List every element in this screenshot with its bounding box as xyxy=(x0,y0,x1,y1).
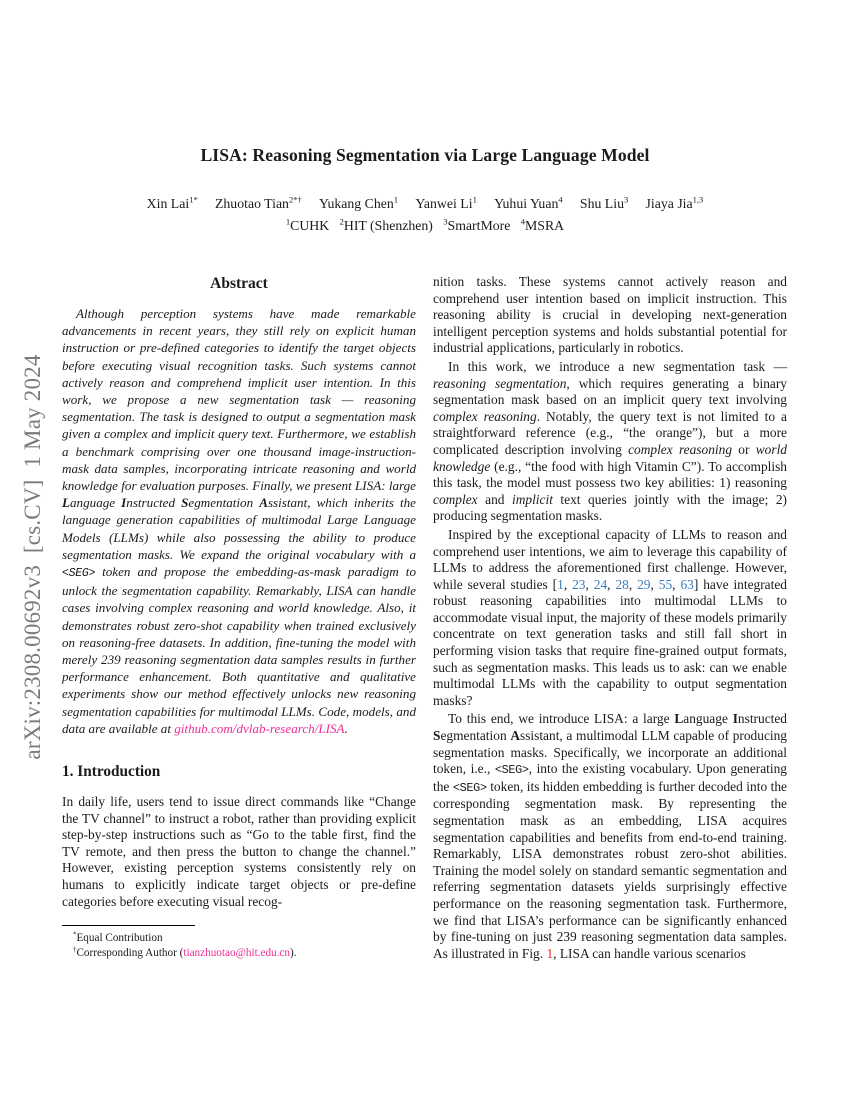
paper-header xyxy=(0,0,850,234)
text-run: token and propose the embedding-as-mask paradigm to unlock the segmentation capability. Remarkably, LISA can handle cases involving complex reasoning and world knowledge. Also, it demonstrates robust zero-shot capability when trained exclusively on reasoning-free datasets. In addition, fine-tuning the model with merely 239 reasoning segmentation data samples results in further performance enhancement. Both quantitative and qualitative experiments show our method effectively unlocks new reasoning segmentation capabilities for multimodal LLMs. Code, models, and data are available at xyxy=(62,564,416,736)
text-run: text queries jointly with the image; 2) producing segmentation masks. xyxy=(433,491,787,524)
superscript: 3 xyxy=(623,194,629,205)
paragraph-continuation xyxy=(433,274,787,357)
paragraph-reasoning-segmentation xyxy=(433,359,787,525)
text-run: egmentation xyxy=(440,728,511,744)
text-run: Yanwei Li xyxy=(415,196,473,211)
text-run: Corresponding Author ( xyxy=(76,947,184,960)
text-run: and xyxy=(477,491,512,507)
author-line xyxy=(0,196,850,212)
text-run: nstructed xyxy=(126,495,182,511)
footnote-equal-contribution xyxy=(62,931,416,946)
paper-title: LISA: Reasoning Segmentation via Large Language Model xyxy=(200,145,650,165)
text-run: Equal Contribution xyxy=(76,932,163,945)
text-run: <SEG> xyxy=(494,763,529,778)
superscript: 2*† xyxy=(288,194,302,205)
email-link[interactable]: tianzhuotao@hit.edu.cn xyxy=(183,947,290,960)
text-run: anguage xyxy=(70,495,122,511)
intro-paragraph xyxy=(62,794,416,910)
text-run: implicit xyxy=(512,491,553,507)
text-run: nition tasks. These systems cannot actively reason and comprehend user intention based on implicit instruction. This reasoning ability is crucial in developing next-generation intelligent perception systems and holds substantial potential for industrial applications, particularly in robotics. xyxy=(433,274,787,356)
text-run: , into the existing vocabulary. Upon generating the xyxy=(433,761,787,794)
text-run: Yukang Chen xyxy=(319,196,394,211)
superscript: 2 xyxy=(339,216,344,227)
text-run: L xyxy=(674,711,684,727)
footnote-rule xyxy=(62,925,195,926)
text-run: SmartMore xyxy=(447,218,511,233)
text-run: ] have integrated robust reasoning capabilities into multimodal LLMs to accommodate visual input, the majority of these models primarily concentrate on text generation tasks and still fall short in performing vision tasks that require fine-grained output formats, such as segmentation masks. This leads us to ask: can we enable multimodal LLMs with the capability to output segmentation masks? xyxy=(433,576,787,708)
text-run: Yuhui Yuan xyxy=(494,196,559,211)
text-run: nstructed xyxy=(737,711,787,727)
text-run: HIT (Shenzhen) xyxy=(343,218,433,233)
two-column-body xyxy=(0,274,850,962)
column-left xyxy=(62,274,416,962)
text-run xyxy=(477,196,494,211)
superscript: 1 xyxy=(285,216,291,227)
text-run: (e.g., “the food with high Vitamin C”). To accomplish this task, the model must possess two key abilities: 1) reasoning xyxy=(433,458,787,491)
text-run: Shu Liu xyxy=(579,196,624,211)
text-run: <SEG> xyxy=(452,780,487,795)
paragraph-llm-motivation xyxy=(433,527,787,710)
citation-28[interactable]: 28 xyxy=(615,576,629,592)
text-run: CUHK xyxy=(290,218,330,233)
text-run: , LISA can handle various scenarios xyxy=(553,945,746,961)
citation-63[interactable]: 63 xyxy=(680,576,694,592)
text-run: reasoning segmentation xyxy=(433,375,567,391)
footnote-block xyxy=(62,925,416,961)
text-run: S xyxy=(181,495,189,511)
text-run: , xyxy=(607,576,616,592)
text-run: token, its hidden embedding is further decoded into the corresponding segmentation mask. By representing the segmentation mask as an embedding, LISA acquires segmentation capabilities and benefits from end-to-end training. Remarkably, LISA demonstrates robust zero-shot abilities. Training the model solely on standard semantic segmentation and referring segmentation datasets yields surprisingly effective performance on the reasoning segmentation task. Furthermore, we find that LISA’s performance can be significantly enhanced by fine-tuning on just 239 reasoning segmentation data samples. As illustrated in Fig. xyxy=(433,778,787,961)
citation-23[interactable]: 23 xyxy=(572,576,586,592)
text-run: <SEG> xyxy=(62,567,96,581)
text-run: ssistant, a multimodal LLM capable of producing segmentation masks. Specifically, we incorporate an additional token, i.e., xyxy=(433,728,787,777)
text-run: , xyxy=(563,576,573,592)
abstract-text xyxy=(62,305,416,737)
text-run: A xyxy=(259,495,268,511)
superscript: 4 xyxy=(520,216,526,227)
superscript: † xyxy=(73,945,77,954)
text-run: I xyxy=(732,711,738,727)
affiliation-line xyxy=(0,218,850,234)
superscript: 1* xyxy=(189,194,198,205)
text-run: , xyxy=(585,576,594,592)
text-run: egmentation xyxy=(188,495,260,511)
text-run: . xyxy=(344,720,348,736)
superscript: * xyxy=(73,930,77,939)
text-run: complex xyxy=(433,491,478,507)
superscript: 1 xyxy=(472,194,477,205)
text-run: Jiaya Jia xyxy=(645,196,693,211)
superscript: 3 xyxy=(443,216,448,227)
superscript: 1,3 xyxy=(692,194,704,205)
text-run: or xyxy=(732,441,756,457)
text-run xyxy=(563,196,580,211)
text-run: In daily life, users tend to issue direct commands like “Change the TV channel” to instruct a robot, rather than providing explicit step-by-step instructions such as “Go to the table first, find the TV remote, and then press the button to change the channel.” However, existing perception systems consistently rely on humans to explicitly indicate target objects or pre-define categories before executing visual recog- xyxy=(62,794,416,909)
column-right xyxy=(433,274,787,962)
text-run: , xyxy=(672,576,681,592)
section-heading-introduction: 1. Introduction xyxy=(62,763,161,781)
text-run xyxy=(510,218,520,233)
paragraph-lisa-introduction xyxy=(433,711,787,962)
text-run: MSRA xyxy=(525,218,565,233)
text-run: , which requires generating a binary segmentation mask based on an implicit query text involving xyxy=(433,375,787,408)
citation-55[interactable]: 55 xyxy=(658,576,673,592)
text-run: anguage xyxy=(683,711,733,727)
text-run: Xin Lai xyxy=(146,196,190,211)
text-run: complex reasoning xyxy=(433,408,537,424)
text-run xyxy=(433,218,443,233)
footnote-corresponding-author xyxy=(62,946,416,961)
text-run: Zhuotao Tian xyxy=(214,196,289,211)
text-run: I xyxy=(121,495,127,511)
abstract-heading: Abstract xyxy=(210,275,268,292)
text-run: Although perception systems have made remarkable advancements in recent years, they still rely on explicit human instruction or pre-defined categories to identify the target objects before executing visual recognition tasks. Such systems cannot actively reason and comprehend implicit user intention. In this work, we propose a new segmentation task — reasoning segmentation. The task is designed to output a segmentation mask given a complex and implicit query text. Furthermore, we establish a benchmark comprising over one thousand image-instruction-mask data samples, incorporating intricate reasoning and world knowledge for evaluation purposes. Finally, we present LISA: large xyxy=(62,306,416,494)
citation-24[interactable]: 24 xyxy=(593,576,608,592)
github-link[interactable]: github.com/dvlab-research/LISA xyxy=(174,720,345,736)
text-run: , xyxy=(650,576,659,592)
text-run: . Notably, the query text is not limited to a straightforward reference (e.g., “the orange”), but a more complicated description involving xyxy=(433,408,787,457)
text-run: complex reasoning xyxy=(628,441,733,457)
figure-1-ref[interactable]: 1 xyxy=(546,945,554,961)
arxiv-banner: arXiv:2308.00692v3 [cs.CV] 1 May 2024 xyxy=(20,354,45,760)
text-run xyxy=(198,196,215,211)
text-run xyxy=(628,196,645,211)
text-run: S xyxy=(433,728,441,744)
citation-1[interactable]: 1 xyxy=(557,576,564,592)
text-run: ssistant, which inherits the language generation capabilities of multimodal Large Language Models (LLMs) while also possessing the ability to produce segmentation masks. We expand the original vocabulary with a xyxy=(62,495,416,562)
text-run: ). xyxy=(289,947,297,960)
text-run: , xyxy=(628,576,638,592)
text-run xyxy=(329,218,339,233)
text-run: In this work, we introduce a new segmentation task — xyxy=(448,358,787,374)
text-run xyxy=(302,196,319,211)
text-run: To this end, we introduce LISA: a large xyxy=(448,711,675,727)
superscript: 1 xyxy=(393,194,399,205)
text-run: A xyxy=(510,728,520,744)
text-run: L xyxy=(62,495,70,511)
citation-29[interactable]: 29 xyxy=(637,576,651,592)
text-run: Inspired by the exceptional capacity of LLMs to reason and comprehend user intentions, we aim to leverage this capability of LLMs to address the aforementioned first challenge. However, while several studies [ xyxy=(433,526,787,592)
superscript: 4 xyxy=(558,194,563,205)
text-run xyxy=(398,196,415,211)
text-run: world knowledge xyxy=(433,441,787,474)
